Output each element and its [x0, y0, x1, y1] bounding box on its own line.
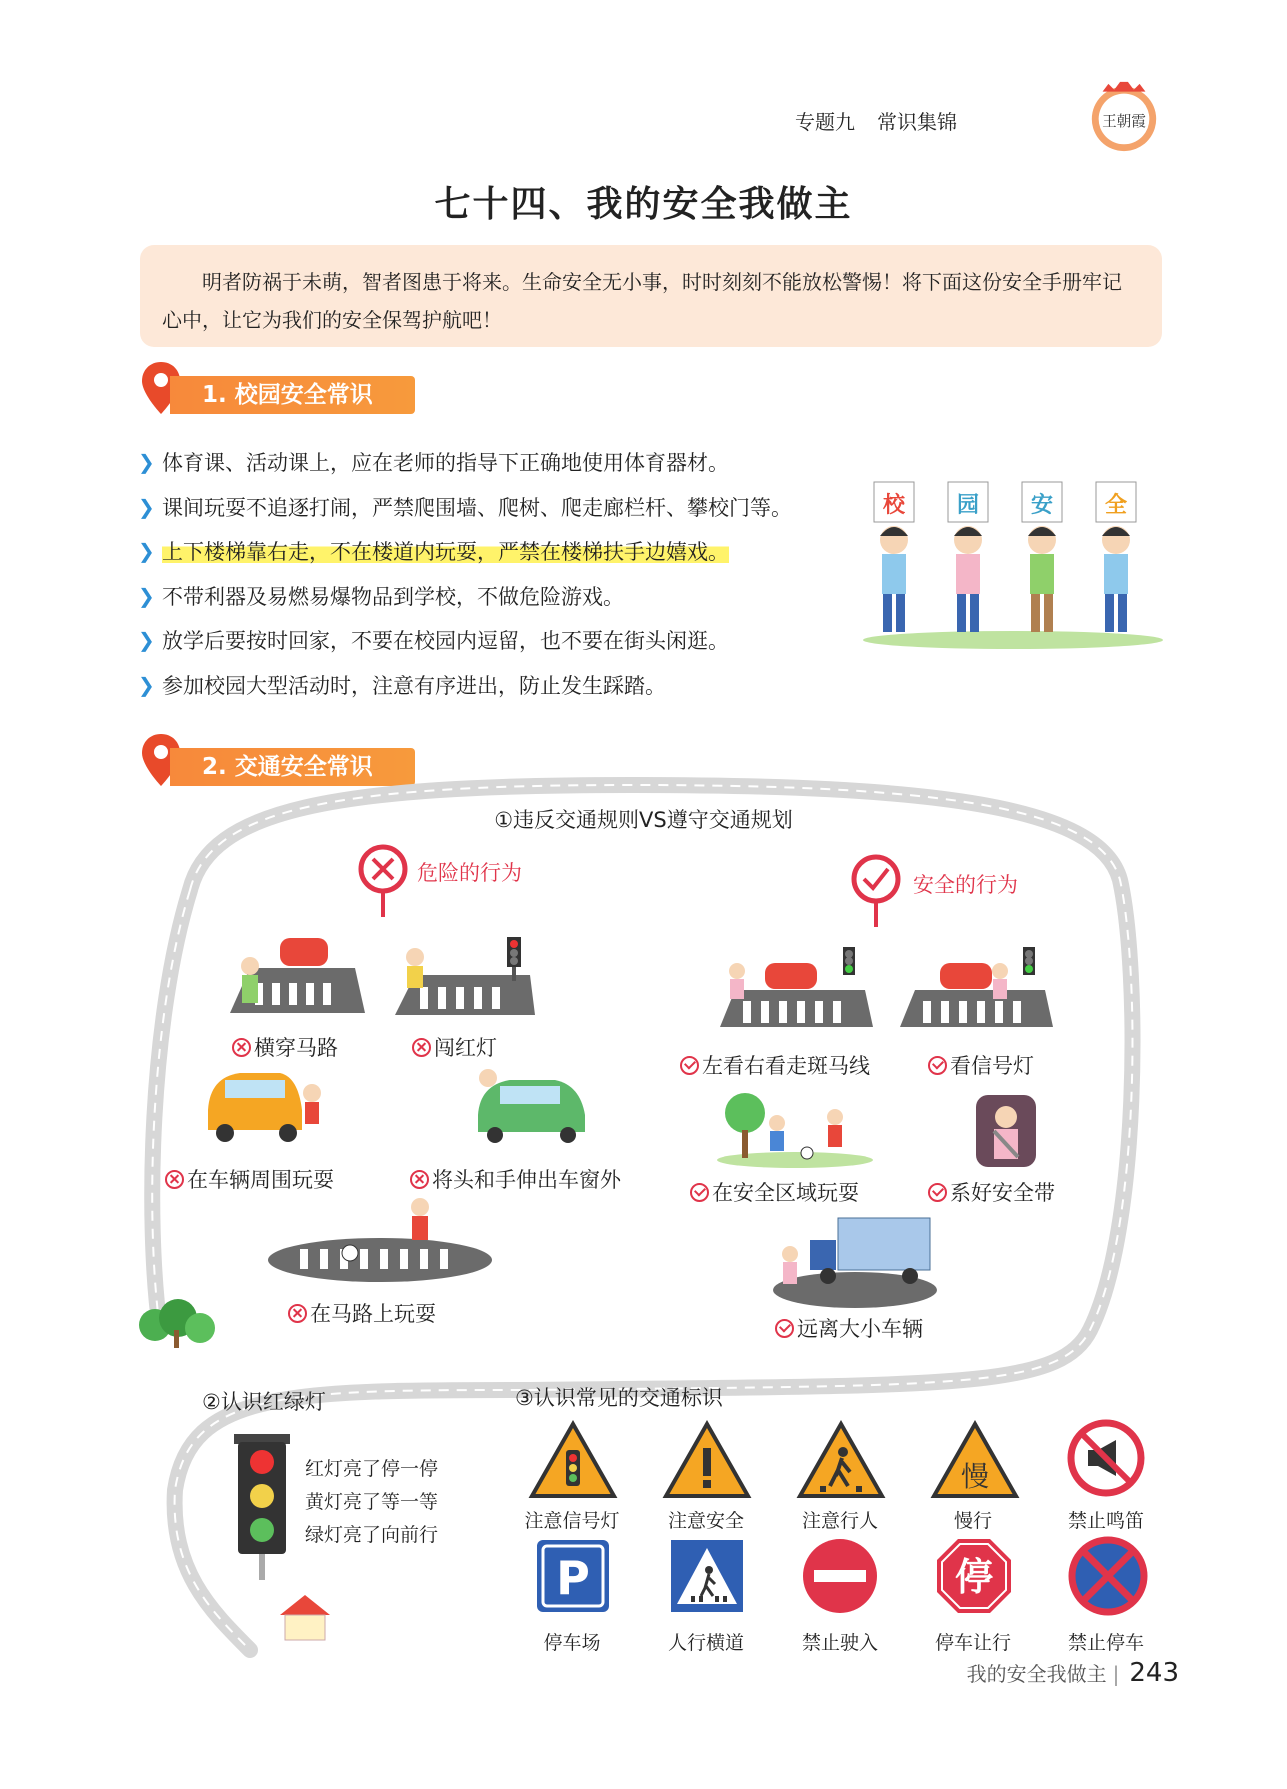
kid-figure	[948, 482, 988, 632]
safe-caption-2: 在安全区域玩耍	[690, 1177, 859, 1207]
svg-text:安: 安	[1030, 493, 1054, 518]
arrow-icon: ❯	[138, 672, 155, 697]
check-mark-icon	[680, 1056, 699, 1075]
approved-sign-icon	[848, 853, 904, 929]
intro-box: 明者防祸于未萌，智者图患于将来。生命安全无小事，时时刻刻不能放松警惕！将下面这份安全手册牢记心中，让它为我们的安全保驾护航吧！	[140, 245, 1162, 347]
kids-holding-signs-illustration	[858, 480, 1168, 650]
kid-figure	[1022, 482, 1062, 632]
section-label: 常识集锦	[877, 110, 957, 134]
cross-mark-icon	[165, 1170, 184, 1189]
svg-text:停: 停	[954, 1555, 994, 1599]
safe-caption-1: 看信号灯	[928, 1050, 1034, 1080]
arrow-icon: ❯	[138, 450, 155, 475]
danger-caption-3: 将头和手伸出车窗外	[410, 1164, 621, 1194]
check-mark-icon	[928, 1183, 947, 1202]
watch-signal-illustration	[895, 945, 1055, 1033]
danger-caption-0: 横穿马路	[232, 1032, 338, 1062]
no-entry-sign-icon	[800, 1536, 880, 1616]
sign-label: 停车场	[543, 1632, 601, 1654]
arrow-icon: ❯	[138, 494, 155, 519]
parking-sign-icon	[535, 1538, 611, 1614]
svg-text:园: 园	[956, 493, 980, 518]
sign-label: 注意信号灯	[524, 1510, 620, 1532]
cross-mark-icon	[232, 1038, 251, 1057]
sign-label: 停车让行	[934, 1632, 1011, 1654]
traffic-lights-title: ②认识红绿灯	[202, 1390, 326, 1414]
distance-from-truck-illustration	[770, 1210, 940, 1310]
safe-play-area-illustration	[715, 1085, 875, 1170]
check-mark-icon	[775, 1319, 794, 1338]
sign-label: 禁止鸣笛	[1067, 1510, 1144, 1532]
sign-label: 禁止停车	[1067, 1632, 1144, 1654]
check-mark-icon	[690, 1183, 709, 1202]
danger-caption-2: 在车辆周围玩耍	[165, 1164, 334, 1194]
sign-label: 注意安全	[667, 1510, 744, 1532]
unit-label: 专题九	[795, 110, 855, 134]
no-horn-sign-icon	[1066, 1418, 1146, 1498]
seatbelt-illustration	[968, 1085, 1048, 1170]
danger-behavior-label: 危险的行为	[417, 861, 522, 885]
rhyme-yellow: 黄灯亮了等一等	[305, 1491, 439, 1513]
page-title: 七十四、我的安全我做主	[434, 184, 853, 225]
sign-label: 注意行人	[801, 1510, 878, 1532]
cross-mark-icon	[288, 1304, 307, 1323]
list-item: ❯ 体育课、活动课上，应在老师的指导下正确地使用体育器材。	[138, 450, 729, 476]
list-item: ❯ 课间玩耍不追逐打闹，严禁爬围墙、爬树、爬走廊栏杆、攀校门等。	[138, 494, 792, 520]
page-footer	[967, 1658, 1179, 1688]
stop-yield-sign-icon	[934, 1536, 1014, 1616]
safe-behavior-label: 安全的行为	[913, 873, 1018, 897]
svg-text:P: P	[556, 1551, 590, 1605]
kid-figure	[874, 482, 914, 632]
traffic-signs-title: ③认识常见的交通标识	[515, 1386, 723, 1410]
traffic-rules-title: ①违反交通规则VS遵守交通规划	[494, 808, 793, 832]
page-number: 243	[1129, 1658, 1179, 1688]
arrow-icon: ❯	[138, 628, 155, 653]
section-heading-label: 1. 校园安全常识	[170, 376, 415, 414]
section-heading-label: 2. 交通安全常识	[170, 748, 415, 786]
head-out-window-illustration	[470, 1060, 600, 1145]
crosswalk-sign-icon	[669, 1538, 745, 1614]
safe-caption-3: 系好安全带	[928, 1177, 1055, 1207]
sign-label: 人行横道	[667, 1632, 744, 1654]
svg-text:王朝霞: 王朝霞	[1102, 112, 1146, 130]
check-mark-icon	[928, 1056, 947, 1075]
sign-label: 禁止驶入	[801, 1632, 878, 1654]
cross-mark-icon	[410, 1170, 429, 1189]
jaywalking-illustration	[220, 928, 370, 1018]
campus-rules-list	[138, 440, 878, 707]
safe-caption-0: 左看右看走斑马线	[680, 1050, 870, 1080]
list-item	[138, 529, 878, 574]
danger-caption-4: 在马路上玩耍	[288, 1298, 436, 1328]
svg-text:慢: 慢	[960, 1460, 990, 1493]
section-heading-campus	[140, 368, 440, 408]
slow-sign-icon	[930, 1420, 1020, 1500]
prohibited-sign-icon	[355, 843, 411, 919]
rhyme-green: 绿灯亮了向前行	[305, 1524, 439, 1546]
svg-text:校: 校	[882, 493, 906, 518]
running-header	[773, 106, 957, 135]
caution-sign-icon	[662, 1420, 752, 1500]
cross-mark-icon	[412, 1038, 431, 1057]
sign-label: 慢行	[953, 1510, 992, 1532]
zebra-crossing-illustration	[715, 945, 875, 1033]
rhyme-red: 红灯亮了停一停	[305, 1458, 439, 1480]
signal-warning-sign-icon	[528, 1420, 618, 1500]
list-item: ❯ 不带利器及易燃易爆物品到学校，不做危险游戏。	[138, 583, 624, 609]
svg-text:全: 全	[1104, 493, 1128, 518]
arrow-icon: ❯	[138, 583, 155, 608]
footer-title: 我的安全我做主	[966, 1662, 1107, 1686]
no-parking-sign-icon	[1068, 1536, 1148, 1616]
list-item: ❯ 放学后要按时回家，不要在校园内逗留，也不要在街头闲逛。	[138, 628, 729, 654]
playing-near-car-illustration	[200, 1055, 335, 1145]
traffic-light-rhymes	[305, 1453, 438, 1552]
publisher-logo	[1085, 78, 1163, 156]
red-light-running-illustration	[390, 935, 540, 1020]
footer-divider: |	[1112, 1662, 1120, 1686]
danger-caption-1: 闯红灯	[412, 1032, 497, 1062]
playing-on-road-illustration	[265, 1195, 495, 1285]
highlighted-text: 上下楼梯靠右走，不在楼道内玩耍，严禁在楼梯扶手边嬉戏。	[162, 536, 729, 566]
arrow-icon: ❯	[138, 539, 155, 564]
kid-figure	[1096, 482, 1136, 632]
house-illustration	[280, 1595, 330, 1640]
safe-caption-4: 远离大小车辆	[775, 1313, 923, 1343]
pedestrian-warning-sign-icon	[796, 1420, 886, 1500]
list-item: ❯ 参加校园大型活动时，注意有序进出，防止发生踩踏。	[138, 672, 666, 698]
traffic-light-icon	[228, 1432, 296, 1582]
